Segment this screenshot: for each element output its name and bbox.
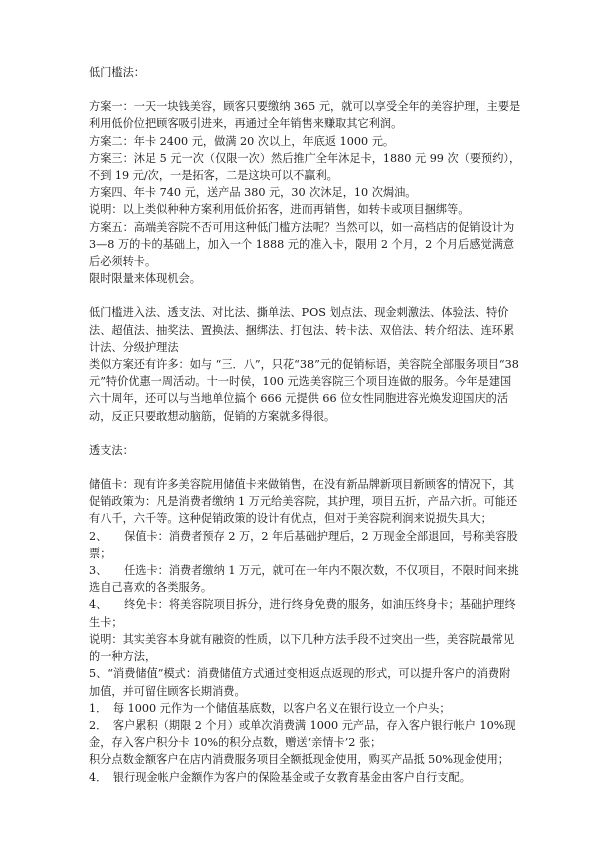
paragraph: 说明：以上类似种种方案利用低价拓客，进而再销售，如转卡或项目捆绑等。 [89,203,470,217]
paragraph: 4、 终免卡：将美容院项目拆分，进行终身免费的服务，如油压终身卡；基础护理终生卡； [89,598,516,629]
section-methods-list [89,304,521,424]
paragraph: 2． 客户累积（期限 2 个月）或单次消费满 1000 元产品，存入客户银行帐户 10%现金，存入客户积分卡 10%的积分点数，赠送‘亲情卡’2 张； [89,718,516,750]
paragraph: 储值卡：现有许多美容院用储值卡来做销售，在没有新品牌新项目新顾客的情况下，其促销政策为：凡是消费者缴纳 1 万元给美容院，其护理，项目五折，产品六折。可能还有八千，六千等。这种促销政策的设计有优点，但对于美容院利润来说损失具大； [89,478,518,526]
paragraph: 方案四、年卡 740 元，送产品 380 元，30 次沐足，10 次焗油。 [89,186,417,200]
paragraph: 方案二：年卡 2400 元，做满 20 次以上，年底返 1000 元。 [89,134,395,148]
document-page [89,64,521,786]
paragraph: 3、 任选卡：消费者缴纳 1 万元，就可在一年内不限次数，不仅项目，不限时间来挑选自己喜欢的各类服务。 [89,564,519,595]
paragraph: 积分点数金额客户在店内消费服务项目全额抵现金使用，购买产品抵 50%现金使用； [89,753,509,767]
section-overdraft [89,442,521,786]
paragraph: 说明：其实美容本身就有融资的性质，以下几种方法手段不过突出一些，美容院最常见的一种方法， [89,632,515,664]
paragraph: 方案五：高端美容院不否可用这种低门槛方法呢？当然可以，如一高档店的促销设计为 3—8 万的卡的基础上，加入一个 1888 元的准入卡，限用 2 个月，2 个月后感觉满意后必须转卡。 [89,220,518,269]
paragraph: 2、 保值卡：消费者预存 2 万，2 年后基础护理后，2 万现金全部退回，号称美容股票； [89,529,518,560]
paragraph: 低门槛进入法、透支法、对比法、撕单法、POS 划点法、现金刺激法、体验法、特价法、超值法、抽奖法、置换法、捆绑法、打包法、转卡法、双倍法、转介绍法、连环累计法、分级护理法 [89,306,515,354]
section-heading: 透支法： [89,443,134,457]
paragraph: 1． 每 1000 元作为一个储值基底数，以客户名义在银行设立一个户头； [89,701,451,715]
paragraph: 方案一：一天一块钱美容，顾客只要缴纳 365 元，就可以享受全年的美容护理，主要是利用低价位把顾客吸引进来，再通过全年销售来赚取其它利润。 [89,100,521,131]
paragraph: 限时限量来体现机会。 [89,272,201,286]
paragraph: 5、“消费储值”模式：消费储值方式通过变相返点返现的形式，可以提升客户的消费附加值，并可留住顾客长期消费。 [89,667,511,698]
paragraph: 类似方案还有许多：如与 “三．八”，只花“38”元的促销标语，美容院全部服务项目“38 元”特价优惠一周活动。十一时侯，100 元选美容院三个项目连做的服务。今年是建国六十周年，还可以与当地单位搞个 666 元提供 66 位女性同胞进容光焕发迎国庆的活动，反正只要敢想动脑筋，促销的方案就多得很。 [89,358,523,423]
section-low-threshold [89,64,521,287]
paragraph: 4． 银行现金帐户金额作为客户的保险基金或子女教育基金由客户自行支配。 [89,770,471,784]
section-heading: 低门槛法： [89,66,145,79]
paragraph: 方案三：沐足 5 元一次（仅限一次）然后推广全年沐足卡，1880 元 99 次（要预约），不到 19 元/次，一是拓客，二是这块可以不赢利。 [89,151,521,183]
